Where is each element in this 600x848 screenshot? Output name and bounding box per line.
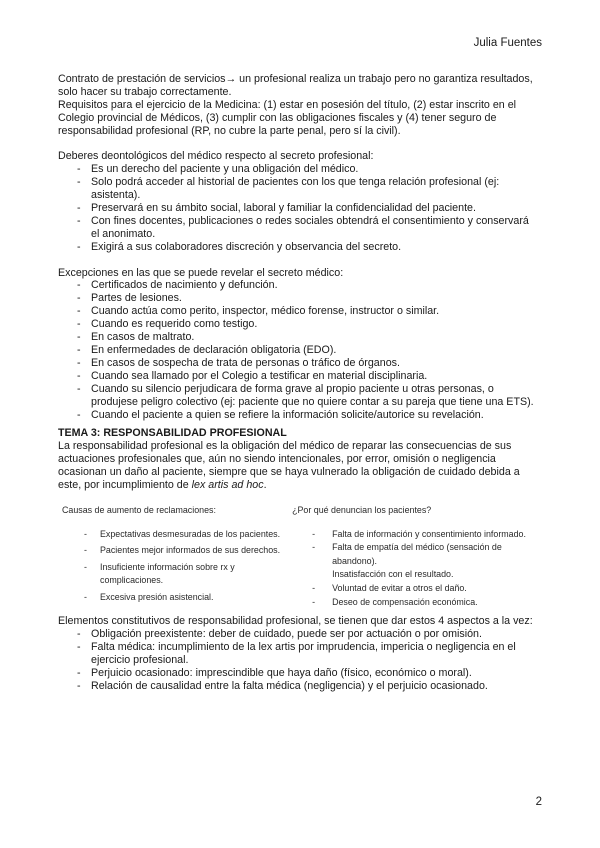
list-item: - Pacientes mejor informados de sus derechos. [62, 544, 292, 558]
tema3-text-end: . [263, 479, 267, 492]
tema3-text-start: La responsabilidad profesional es la obligación del médico de reparar las consecuencias de sus actuaciones profesionales que, aún no siendo intencionales, por error, omisión o negligencia ocasionan un daño al paciente, siempre que se haya vulnerado la obligación de cuidado debida a este, por incumplimiento de [58, 440, 520, 492]
list-item: - Certificados de nacimiento y defunción. [58, 279, 540, 292]
list-item: - Voluntad de evitar a otros el daño. [292, 582, 540, 596]
elementos-list [58, 628, 540, 693]
tema3-definition-paragraph [58, 440, 540, 492]
denuncias-column [292, 504, 540, 609]
list-item: - Partes de lesiones. [58, 292, 540, 305]
header-author: Julia Fuentes [473, 37, 542, 49]
denuncias-plain-line: Insatisfacción con el resultado. [332, 569, 454, 580]
list-item: - Cuando el paciente a quien se refiere la información solicite/autorice su revelación. [58, 409, 540, 422]
list-item: - En casos de sospecha de trata de personas o tráfico de órganos. [58, 357, 540, 370]
list-item: - Falta de empatía del médico (sensación de abandono). [292, 541, 540, 568]
list-item: - En enfermedades de declaración obligatoria (EDO). [58, 344, 540, 357]
intro-contract-paragraph: Contrato de prestación de servicios→ un profesional realiza un trabajo pero no garantiza resultados, solo hacer su trabajo correctamente. [58, 73, 533, 98]
list-item: - Preservará en su ámbito social, laboral y familiar la confidencialidad del paciente. [58, 202, 540, 215]
tema3-heading: TEMA 3: RESPONSABILIDAD PROFESIONAL [58, 427, 287, 440]
list-item: - Falta médica: incumplimiento de la lex artis por imprudencia, impericia o negligencia en el ejercicio profesional. [58, 641, 540, 667]
page-number: 2 [535, 796, 542, 808]
list-item: - En casos de maltrato. [58, 331, 540, 344]
list-item: - Relación de causalidad entre la falta médica (negligencia) y el perjuicio ocasionado. [58, 680, 540, 693]
causas-list [62, 528, 292, 605]
tema3-lex-artis: lex artis ad hoc [191, 479, 264, 492]
list-item: - Perjuicio ocasionado: imprescindible que haya daño (físico, económico o moral). [58, 667, 540, 680]
list-item: - Solo podrá acceder al historial de pacientes con los que tenga relación profesional (ej: asistenta). [58, 176, 540, 202]
denuncias-list-a [292, 528, 540, 569]
elementos-title: Elementos constitutivos de responsabilidad profesional, se tienen que dar estos 4 aspectos a la vez: [58, 615, 533, 628]
causas-title: Causas de aumento de reclamaciones: [62, 504, 216, 515]
list-item: - Cuando actúa como perito, inspector, médico forense, instructor o similar. [58, 305, 540, 318]
list-item: - Cuando es requerido como testigo. [58, 318, 540, 331]
list-item: - Cuando su silencio perjudicara de forma grave al propio paciente u otras personas, o produjese peligro colectivo (ej: paciente que no quiere contar a su pareja que tiene una ETS). [58, 383, 540, 409]
list-item: - Deseo de compensación económica. [292, 596, 540, 610]
deberes-list [58, 163, 540, 253]
denuncias-title: ¿Por qué denuncian los pacientes? [292, 504, 432, 515]
list-item: - Excesiva presión asistencial. [62, 591, 292, 605]
list-item: - Con fines docentes, publicaciones o redes sociales obtendrá el consentimiento y conservará el anonimato. [58, 215, 540, 241]
list-item: - Falta de información y consentimiento informado. [292, 528, 540, 542]
list-item: - Expectativas desmesuradas de los pacientes. [62, 528, 292, 542]
list-item: - Cuando sea llamado por el Colegio a testificar en material disciplinaria. [58, 370, 540, 383]
denuncias-list-b [292, 582, 540, 609]
excepciones-list [58, 279, 540, 421]
list-item: - Obligación preexistente: deber de cuidado, puede ser por actuación o por omisión. [58, 628, 540, 641]
embedded-two-column-figure [58, 504, 540, 609]
deberes-title: Deberes deontológicos del médico respecto al secreto profesional: [58, 150, 374, 163]
list-item: - Insuficiente información sobre rx y complicaciones. [62, 561, 292, 588]
intro-requirements-paragraph: Requisitos para el ejercicio de la Medicina: (1) estar en posesión del título, (2) estar inscrito en el Colegio provincial de Médicos, (3) cumplir con las obligaciones fiscales y (4) tener seguro de responsabilidad profesional (RP, no cubre la parte penal, pero sí la civil). [58, 98, 517, 137]
page-content [58, 73, 540, 693]
excepciones-title: Excepciones en las que se puede revelar el secreto médico: [58, 266, 344, 279]
list-item: - Exigirá a sus colaboradores discreción y observancia del secreto. [58, 241, 540, 254]
causas-column [58, 504, 292, 609]
list-item: - Es un derecho del paciente y una obligación del médico. [58, 163, 540, 176]
